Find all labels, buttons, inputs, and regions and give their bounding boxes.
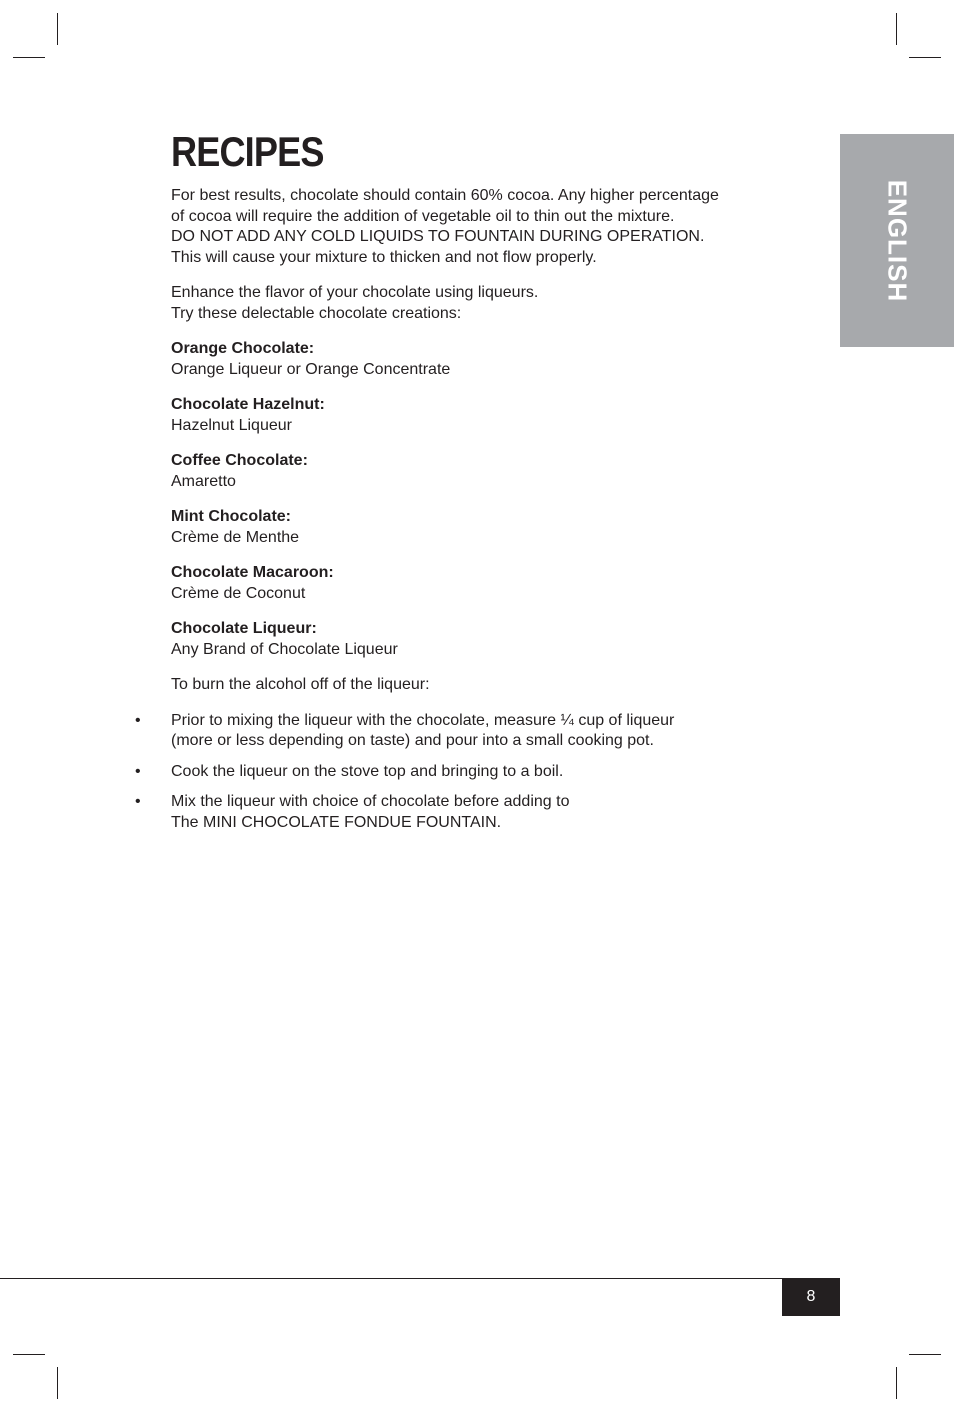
bullet-marker: •	[135, 762, 141, 780]
recipe-name: Coffee Chocolate:	[171, 452, 308, 469]
crop-mark	[13, 57, 45, 58]
recipe-name: Chocolate Hazelnut:	[171, 396, 325, 413]
recipe-item	[171, 507, 791, 548]
crop-mark	[909, 1354, 941, 1355]
bullet-line: Prior to mixing the liqueur with the chocolate, measure ¼ cup of liqueur	[171, 711, 675, 729]
burn-intro: To burn the alcohol off of the liqueur:	[171, 676, 430, 693]
crop-mark	[57, 1367, 58, 1399]
page-title: RECIPES	[171, 128, 324, 175]
intro-line: For best results, chocolate should contain 60% cocoa. Any higher percentage	[171, 187, 719, 204]
recipe-item	[171, 563, 791, 604]
enhance-paragraph	[171, 283, 791, 324]
page-number-label: 8	[806, 1288, 816, 1305]
recipe-item	[171, 619, 791, 660]
language-tab-label: ENGLISH	[882, 179, 913, 302]
bullet-item	[135, 792, 791, 833]
recipe-item	[171, 451, 791, 492]
bullet-line: Cook the liqueur on the stove top and bringing to a boil.	[171, 762, 564, 780]
bullet-item	[135, 711, 791, 752]
bullet-line: Mix the liqueur with choice of chocolate before adding to	[171, 793, 570, 810]
recipe-description: Crème de Coconut	[171, 584, 306, 602]
enhance-line: Try these delectable chocolate creations:	[171, 304, 462, 322]
page-number	[782, 1278, 840, 1316]
recipe-name: Chocolate Liqueur:	[171, 620, 317, 637]
crop-mark	[13, 1354, 45, 1355]
recipe-description: Any Brand of Chocolate Liqueur	[171, 640, 398, 658]
bullet-marker: •	[135, 711, 141, 729]
enhance-line: Enhance the flavor of your chocolate using liqueurs.	[171, 284, 539, 301]
recipe-description: Orange Liqueur or Orange Concentrate	[171, 360, 451, 378]
crop-mark	[909, 57, 941, 58]
crop-mark	[896, 1367, 897, 1399]
footer-rule	[0, 1278, 782, 1279]
recipe-item	[171, 395, 791, 436]
recipe-description: Hazelnut Liqueur	[171, 416, 292, 434]
recipe-description: Amaretto	[171, 472, 236, 490]
recipe-name: Chocolate Macaroon:	[171, 564, 334, 581]
recipes-content	[135, 186, 791, 843]
language-tab	[840, 134, 954, 347]
recipe-description: Crème de Menthe	[171, 528, 300, 546]
crop-mark	[896, 13, 897, 45]
intro-line: of cocoa will require the addition of vegetable oil to thin out the mixture.	[171, 207, 675, 225]
bullet-line: The MINI CHOCOLATE FONDUE FOUNTAIN.	[171, 813, 502, 831]
bullet-item	[135, 762, 791, 783]
crop-mark	[57, 13, 58, 45]
recipe-name: Mint Chocolate:	[171, 508, 291, 525]
recipe-item	[171, 339, 791, 380]
bullet-line: (more or less depending on taste) and pour into a small cooking pot.	[171, 732, 654, 749]
intro-paragraph	[171, 186, 791, 268]
intro-line: This will cause your mixture to thicken and not flow properly.	[171, 248, 597, 266]
bullet-marker: •	[135, 793, 141, 810]
intro-warning-line: DO NOT ADD ANY COLD LIQUIDS TO FOUNTAIN DURING OPERATION.	[171, 228, 705, 245]
bullet-list	[135, 711, 791, 834]
recipe-name: Orange Chocolate:	[171, 340, 315, 357]
